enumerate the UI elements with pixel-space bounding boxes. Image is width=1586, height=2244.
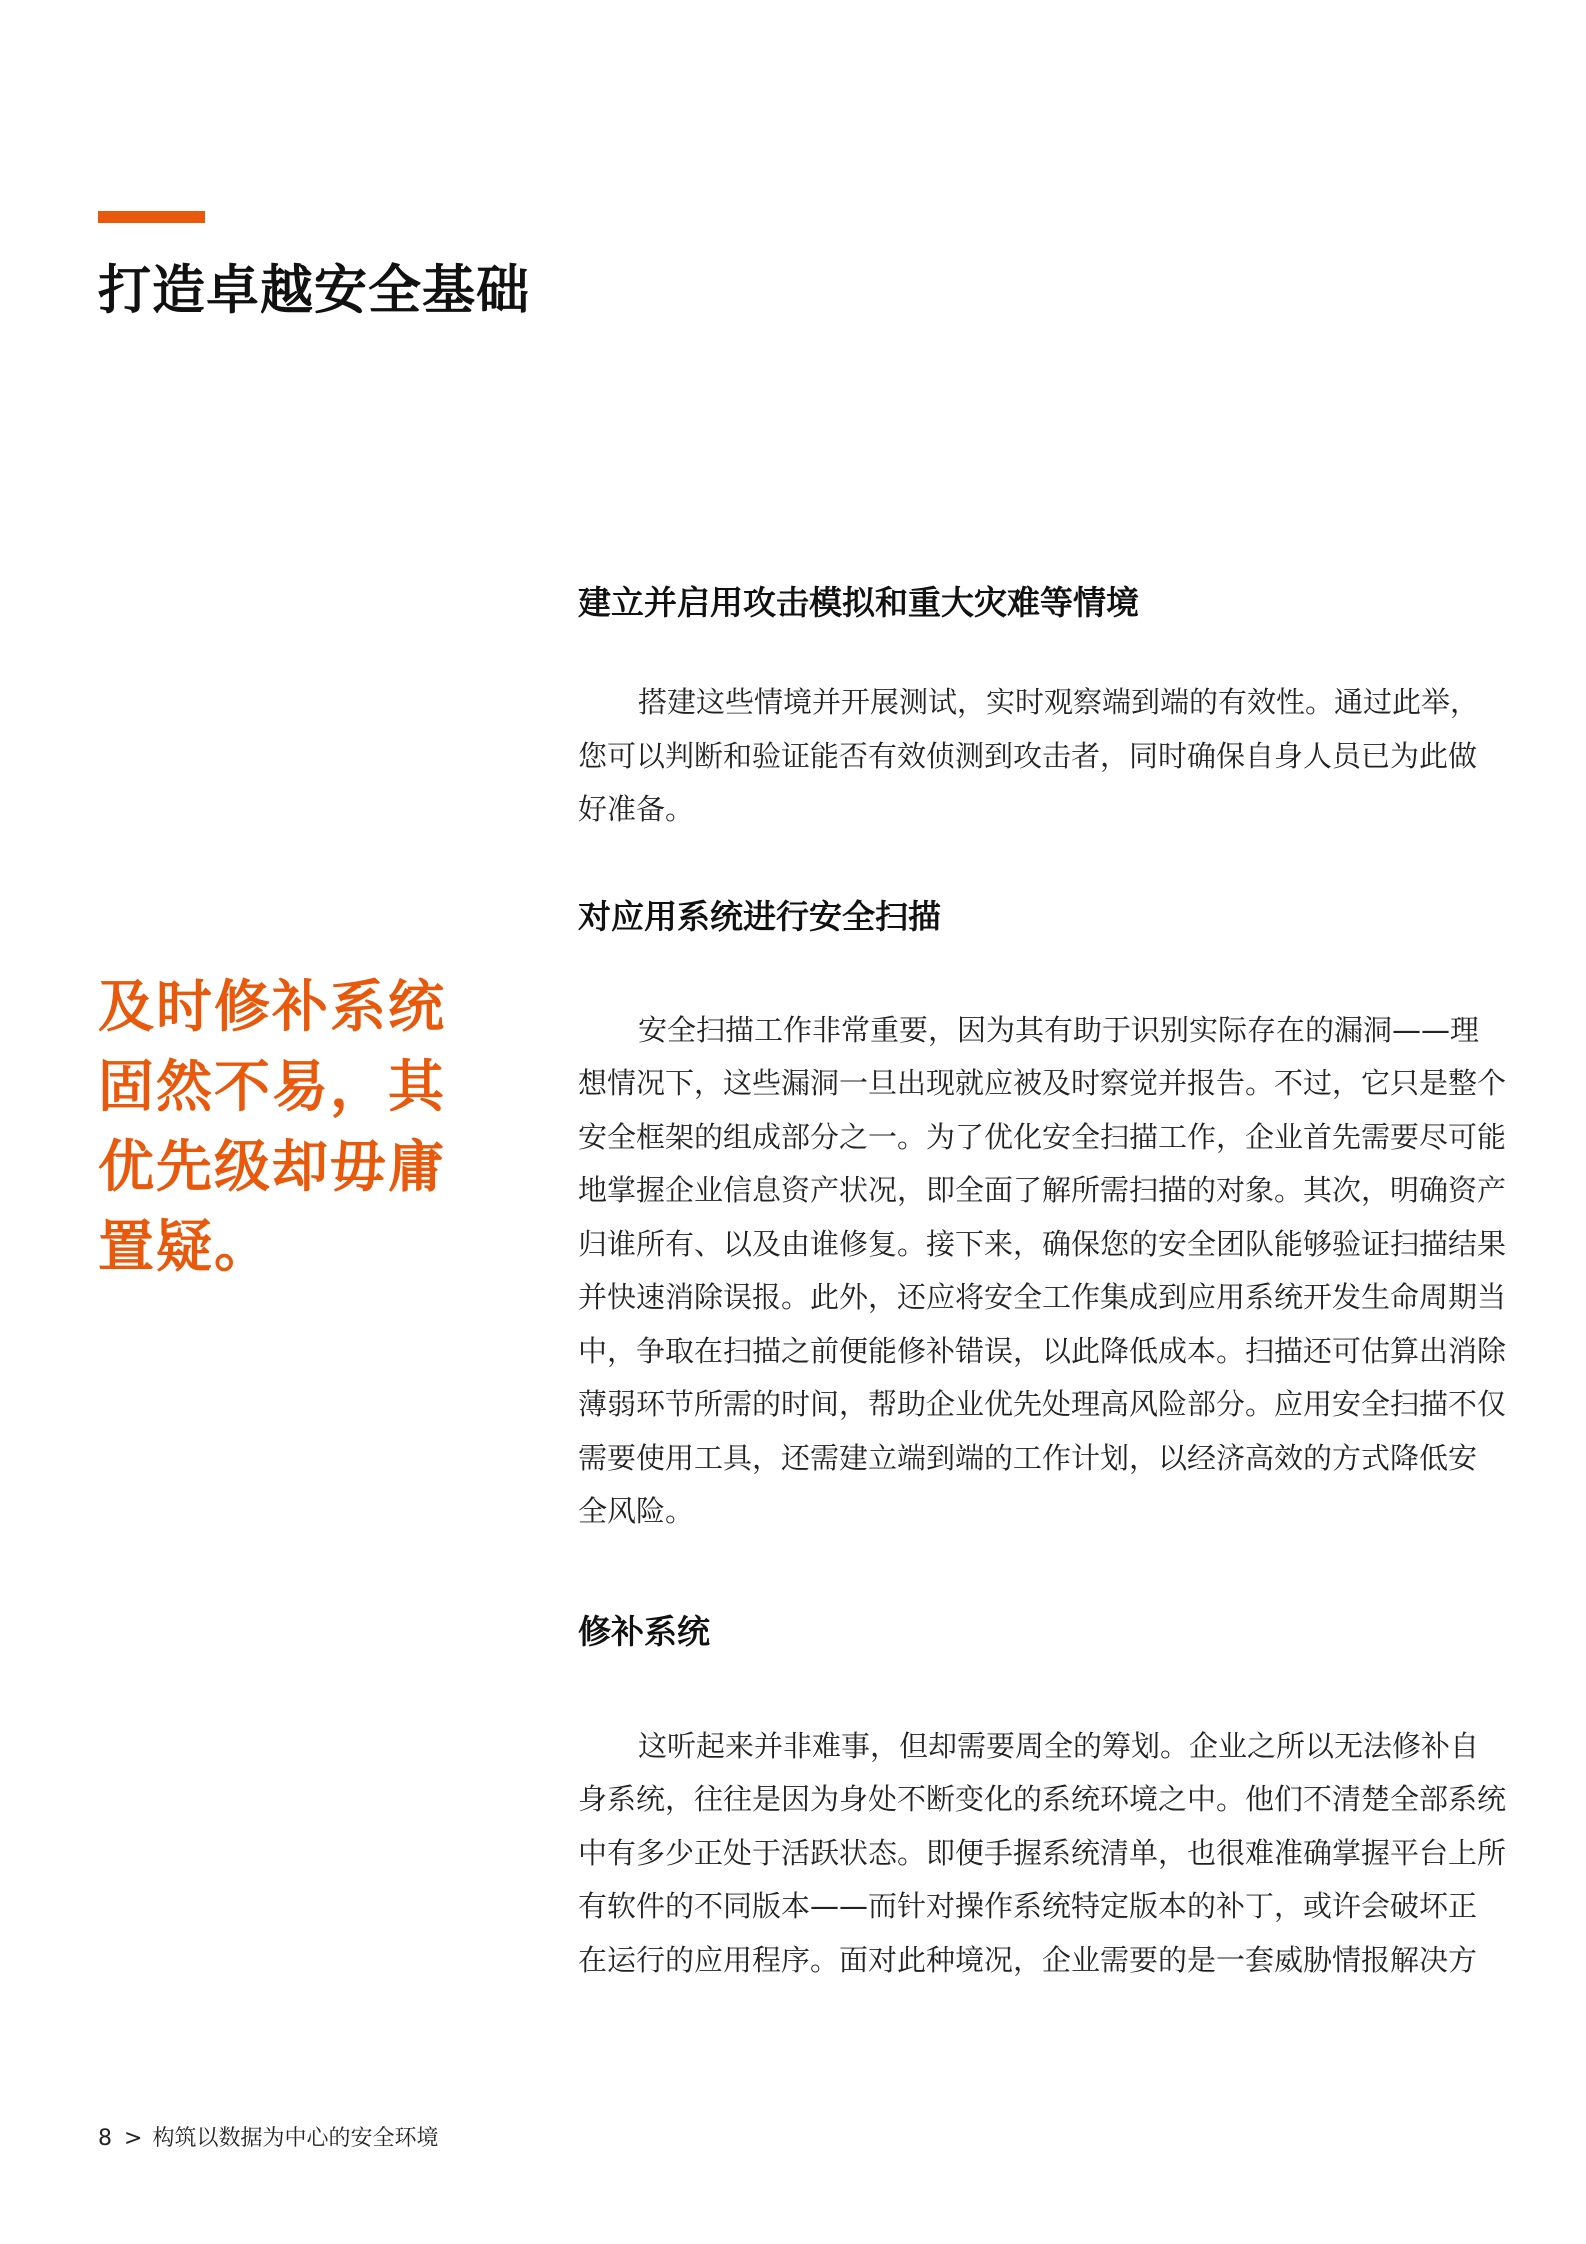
section-heading: 建立并启用攻击模拟和重大灾难等情境 [578, 583, 1139, 622]
body-line: 中，争取在扫描之前便能修补错误，以此降低成本。扫描还可估算出消除 [578, 1333, 1507, 1368]
body-line: 身系统，往往是因为身处不断变化的系统环境之中。他们不清楚全部系统 [578, 1782, 1507, 1816]
body-line: 搭建这些情境并开展测试，实时观察端到端的有效性。通过此举， [638, 685, 1480, 719]
main-column [578, 570, 1507, 1987]
section-body [578, 1720, 1507, 1988]
body-line: 全风险。 [578, 1494, 695, 1528]
section-security-scanning [578, 884, 1507, 1539]
body-line: 好准备。 [578, 792, 695, 826]
pull-quote-line: 优先级却毋庸 [98, 1135, 446, 1200]
section-body [578, 1004, 1507, 1539]
pull-quote [98, 968, 518, 1288]
document-title: 构筑以数据为中心的安全环境 [152, 2126, 439, 2151]
pull-quote-line: 及时修补系统 [98, 975, 446, 1040]
body-line: 安全框架的组成部分之一。为了优化安全扫描工作，企业首先需要尽可能 [578, 1119, 1507, 1154]
footer-separator: > [124, 2126, 143, 2151]
body-line: 薄弱环节所需的时间，帮助企业优先处理高风险部分。应用安全扫描不仅 [578, 1387, 1507, 1421]
title-accent-bar [98, 211, 205, 223]
page-title: 打造卓越安全基础 [98, 260, 530, 321]
section-heading: 修补系统 [578, 1611, 710, 1651]
section-body [578, 676, 1498, 837]
pull-quote-line: 固然不易，其 [98, 1055, 446, 1120]
body-line: 中有多少正处于活跃状态。即便手握系统清单，也很难准确掌握平台上所 [578, 1835, 1507, 1870]
section-attack-simulation [578, 570, 1498, 837]
section-heading: 对应用系统进行安全扫描 [578, 896, 941, 936]
body-line: 需要使用工具，还需建立端到端的工作计划，以经济高效的方式降低安 [578, 1440, 1478, 1475]
body-line: 地掌握企业信息资产状况，即全面了解所需扫描的对象。其次，明确资产 [578, 1173, 1507, 1207]
pull-quote-line: 置疑。 [98, 1215, 272, 1280]
body-line: 并快速消除误报。此外，还应将安全工作集成到应用系统开发生命周期当 [578, 1280, 1507, 1314]
body-line: 在运行的应用程序。面对此种境况，企业需要的是一套威胁情报解决方 [578, 1942, 1478, 1977]
body-line: 归谁所有、以及由谁修复。接下来，确保您的安全团队能够验证扫描结果 [578, 1226, 1507, 1261]
section-patching [578, 1599, 1507, 1988]
body-line: 您可以判断和验证能否有效侦测到攻击者，同时确保自身人员已为此做 [578, 738, 1478, 773]
body-line: 安全扫描工作非常重要，因为其有助于识别实际存在的漏洞——理 [638, 1012, 1480, 1047]
page-number: 8 [98, 2126, 112, 2151]
body-line: 有软件的不同版本——而针对操作系统特定版本的补丁，或许会破坏正 [578, 1889, 1478, 1923]
body-line: 这听起来并非难事，但却需要周全的筹划。企业之所以无法修补自 [638, 1728, 1480, 1763]
page-footer [98, 2124, 438, 2154]
body-line: 想情况下，这些漏洞一旦出现就应被及时察觉并报告。不过，它只是整个 [578, 1066, 1507, 1100]
